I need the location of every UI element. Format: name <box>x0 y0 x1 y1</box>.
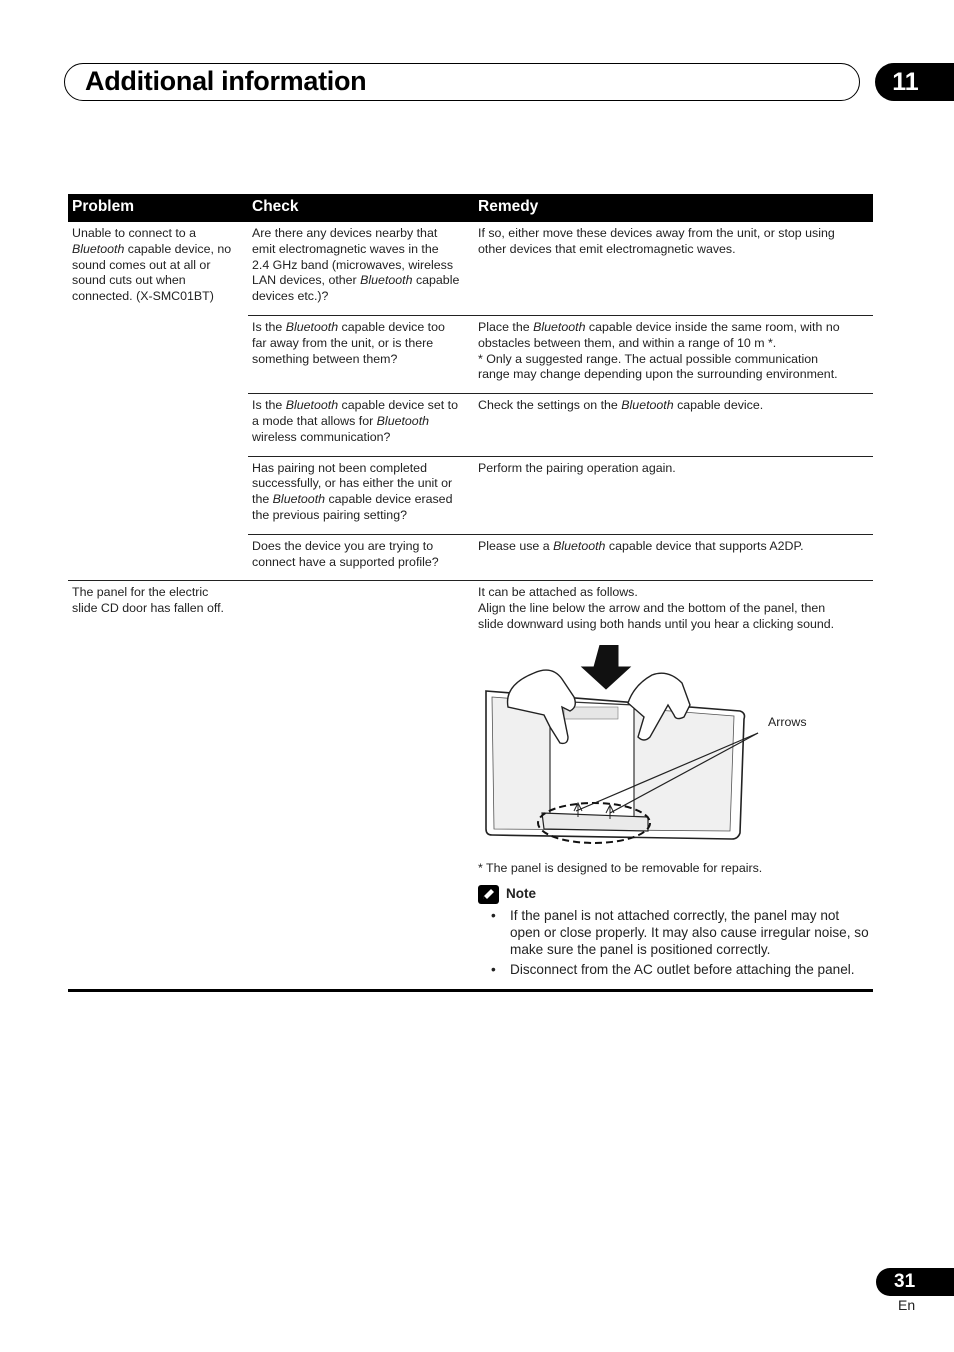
italic-term: Bluetooth <box>533 319 586 334</box>
text-line: Place the Bluetooth capable device inside the same room, with no <box>478 319 840 334</box>
text-line: sound comes out at all or <box>72 257 211 272</box>
text-line: wireless communication? <box>252 429 391 444</box>
table-row <box>68 581 873 990</box>
text-line: Has pairing not been completed <box>252 460 427 475</box>
text-line: emit electromagnetic waves in the <box>252 241 439 256</box>
italic-term: Bluetooth <box>376 413 430 428</box>
text-line: Perform the pairing operation again. <box>478 460 676 475</box>
unit-with-hands-drawing <box>478 645 873 855</box>
remedy-text <box>478 226 869 258</box>
check-cell <box>248 534 474 581</box>
remedy-cell <box>474 315 873 393</box>
text-line: other devices that emit electromagnetic waves. <box>478 241 736 256</box>
text-line: Is the Bluetooth capable device set to <box>252 398 458 413</box>
remedy-text <box>478 539 869 555</box>
chapter-number-tab: 11 <box>875 63 954 101</box>
remedy-text <box>478 320 869 383</box>
check-cell <box>248 222 474 315</box>
page-title: Additional information <box>85 66 367 96</box>
remedy-cell <box>474 394 873 456</box>
table-row <box>68 222 873 315</box>
check-cell <box>248 315 474 393</box>
note-title: Note <box>506 886 536 902</box>
text-line: a mode that allows for Bluetooth <box>252 413 430 428</box>
text-line: something between them? <box>252 351 398 366</box>
remedy-text <box>478 461 869 477</box>
text-line: sound cuts out when <box>72 273 186 288</box>
text-line: It can be attached as follows. <box>478 585 638 600</box>
text-line: Check the settings on the Bluetooth capable device. <box>478 398 764 413</box>
text-line: Unable to connect to a <box>72 226 196 240</box>
check-cell-empty <box>248 581 474 990</box>
footnote: * The panel is designed to be removable for repairs. <box>478 860 763 875</box>
remedy-text <box>478 585 869 632</box>
text-line: Please use a Bluetooth capable device that supports A2DP. <box>478 538 804 553</box>
check-cell <box>248 394 474 456</box>
note-item: • If the panel is not attached correctly, the panel may not open or close properly. It may also cause irregular noise, so make sure the panel is positioned correctly. <box>478 907 869 958</box>
problem-cell <box>68 222 248 581</box>
text-line: range may change depending upon the surrounding environment. <box>478 367 838 382</box>
pencil-note-icon <box>478 885 499 904</box>
text-line: connected. (X-SMC01BT) <box>72 289 214 304</box>
italic-term: Bluetooth <box>72 241 125 256</box>
header-remedy: Remedy <box>474 194 873 222</box>
chapter-header <box>64 63 860 101</box>
header-problem: Problem <box>68 194 248 222</box>
remedy-cell <box>474 456 873 534</box>
remedy-cell <box>474 534 873 581</box>
table-header-row <box>68 194 873 222</box>
italic-term: Bluetooth <box>360 273 413 288</box>
check-text <box>252 320 470 367</box>
text-line: the Bluetooth capable device erased <box>252 492 453 507</box>
panel-attachment-illustration <box>478 645 873 855</box>
problem-cell <box>68 581 248 990</box>
text-line: The panel for the electric <box>72 585 209 600</box>
italic-term: Bluetooth <box>285 398 339 413</box>
text-line: Does the device you are trying to <box>252 538 434 553</box>
text-line: Are there any devices nearby that <box>252 226 438 240</box>
check-text <box>252 461 470 524</box>
text-line: the previous pairing setting? <box>252 507 407 522</box>
check-text <box>252 398 470 445</box>
text-line: If so, either move these devices away from the unit, or stop using <box>478 226 835 240</box>
header-check: Check <box>248 194 474 222</box>
text-line: obstacles between them, and within a range of 10 m *. <box>478 335 777 350</box>
remedy-cell <box>474 581 873 990</box>
text-line: slide downward using both hands until you hear a clicking sound. <box>478 616 835 631</box>
text-line: far away from the unit, or is there <box>252 335 434 350</box>
note-item: • Disconnect from the AC outlet before attaching the panel. <box>478 961 869 978</box>
text-line: Is the Bluetooth capable device too <box>252 319 445 334</box>
italic-term: Bluetooth <box>272 492 326 507</box>
arrows-label: Arrows <box>768 714 807 729</box>
problem-text <box>72 226 244 305</box>
problem-text <box>72 585 244 617</box>
italic-term: Bluetooth <box>553 538 606 553</box>
page-number: 31 <box>876 1268 954 1296</box>
remedy-text <box>478 398 869 414</box>
text-line: slide CD door has fallen off. <box>72 601 224 616</box>
italic-term: Bluetooth <box>285 319 339 334</box>
text-line: LAN devices, other Bluetooth capable <box>252 273 460 288</box>
text-line: successfully, or has either the unit or <box>252 476 453 491</box>
troubleshooting-table <box>68 194 873 992</box>
text-line: * Only a suggested range. The actual possible communication <box>478 351 819 366</box>
text-line: connect have a supported profile? <box>252 554 439 569</box>
remedy-cell <box>474 222 873 315</box>
check-text <box>252 539 470 571</box>
text-line: 2.4 GHz band (microwaves, wireless <box>252 257 454 272</box>
check-text <box>252 226 470 305</box>
page-language: En <box>898 1297 916 1313</box>
text-line: Bluetooth capable device, no <box>72 241 232 256</box>
text-line: devices etc.)? <box>252 289 329 304</box>
text-line: Align the line below the arrow and the bottom of the panel, then <box>478 601 826 616</box>
check-cell <box>248 456 474 534</box>
note-heading <box>478 885 869 904</box>
italic-term: Bluetooth <box>621 398 674 413</box>
note-list <box>478 907 869 978</box>
